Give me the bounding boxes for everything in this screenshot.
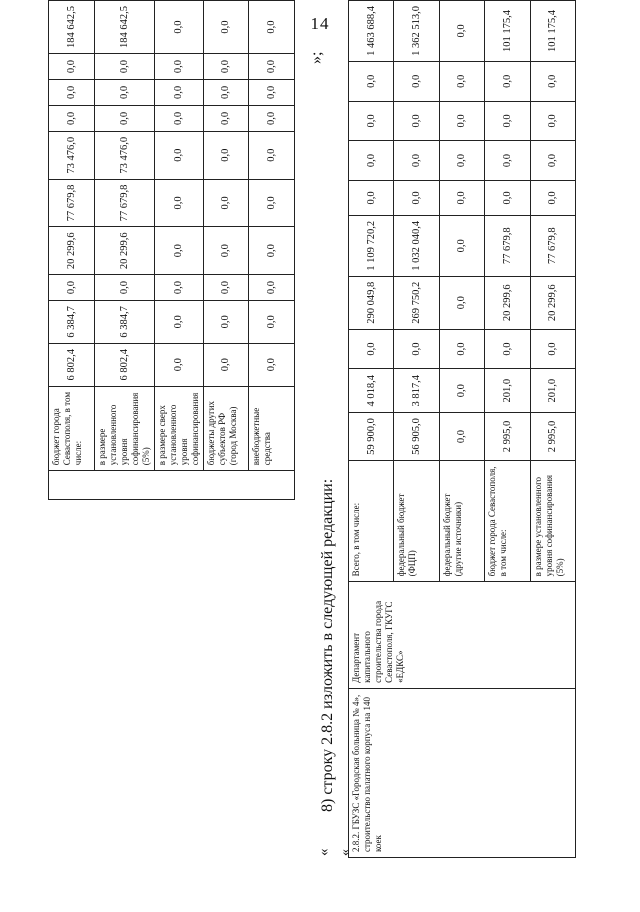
amount-cell: 0,0 xyxy=(249,179,295,227)
funding-source-label: бюджет города Севастополя, в том числе: xyxy=(49,386,95,470)
amount-cell: 0,0 xyxy=(49,275,95,301)
amount-cell: 0,0 xyxy=(530,180,576,215)
amount-cell: 0,0 xyxy=(154,227,203,275)
amount-cell: 101 175,4 xyxy=(530,1,576,62)
amount-cell: 0,0 xyxy=(203,1,249,54)
amount-cell: 0,0 xyxy=(485,180,531,215)
funding-source-label: в размере установленного уровня софинансирования (5%) xyxy=(530,460,576,581)
amount-cell: 0,0 xyxy=(249,227,295,275)
amount-cell: 0,0 xyxy=(154,79,203,105)
table-row xyxy=(203,1,249,500)
amount-cell: 101 175,4 xyxy=(485,1,531,62)
amount-cell: 0,0 xyxy=(439,1,485,62)
empty-merged-cell xyxy=(49,471,295,500)
funding-source-label: в размере сверх установленного уровня софинансирования xyxy=(154,386,203,470)
amount-cell: 73 476,0 xyxy=(94,131,154,179)
amount-cell: 0,0 xyxy=(154,1,203,54)
amount-cell: 0,0 xyxy=(203,131,249,179)
amount-cell: 0,0 xyxy=(203,105,249,131)
amount-cell: 0,0 xyxy=(485,329,531,369)
amount-cell: 2 995,0 xyxy=(530,413,576,461)
amount-cell: 0,0 xyxy=(203,79,249,105)
amount-cell: 1 032 040,4 xyxy=(394,215,440,276)
amount-cell: 184 642,5 xyxy=(94,1,154,54)
amount-cell: 201,0 xyxy=(530,369,576,413)
amount-cell: 0,0 xyxy=(439,180,485,215)
amount-cell: 0,0 xyxy=(485,141,531,181)
amount-cell: 0,0 xyxy=(349,329,394,369)
amount-cell: 201,0 xyxy=(485,369,531,413)
amount-cell: 4 018,4 xyxy=(349,369,394,413)
table-row xyxy=(249,1,295,500)
amount-cell: 0,0 xyxy=(94,54,154,80)
amount-cell: 2 995,0 xyxy=(485,413,531,461)
amount-cell: 0,0 xyxy=(485,101,531,141)
amount-cell: 0,0 xyxy=(439,141,485,181)
amount-cell: 0,0 xyxy=(439,101,485,141)
amount-cell: 20 299,6 xyxy=(485,276,531,329)
amount-cell: 77 679,8 xyxy=(49,179,95,227)
amount-cell: 0,0 xyxy=(249,105,295,131)
table-row xyxy=(49,1,95,500)
amount-cell: 0,0 xyxy=(249,1,295,54)
amount-cell: 0,0 xyxy=(154,54,203,80)
amount-cell: 56 905,0 xyxy=(394,413,440,461)
page-number: 14 xyxy=(310,14,330,33)
amount-cell: 0,0 xyxy=(249,131,295,179)
amount-cell: 20 299,6 xyxy=(49,227,95,275)
amount-cell: 0,0 xyxy=(49,105,95,131)
amendment-instruction: 8) строку 2.8.2 изложить в следующей редакции: xyxy=(319,478,336,812)
budget-table-row-2-8-2 xyxy=(348,0,576,858)
budget-table-continuation xyxy=(48,0,295,500)
table-row xyxy=(154,1,203,500)
amount-cell: 0,0 xyxy=(94,275,154,301)
table-row xyxy=(94,1,154,500)
amount-cell: 0,0 xyxy=(394,61,440,101)
amount-cell: 0,0 xyxy=(485,61,531,101)
amount-cell: 77 679,8 xyxy=(530,215,576,276)
amount-cell: 0,0 xyxy=(349,141,394,181)
amount-cell: 3 817,4 xyxy=(394,369,440,413)
amount-cell: 0,0 xyxy=(349,61,394,101)
amount-cell: 0,0 xyxy=(154,301,203,344)
amount-cell: 0,0 xyxy=(49,54,95,80)
amount-cell: 0,0 xyxy=(249,79,295,105)
amount-cell: 0,0 xyxy=(49,79,95,105)
amount-cell: 0,0 xyxy=(349,101,394,141)
executor-cell: Департамент капитального строительства города Севастополя, ГКУГС «ЕДКС» xyxy=(349,582,576,689)
amount-cell: 0,0 xyxy=(203,275,249,301)
amount-cell: 0,0 xyxy=(439,276,485,329)
amount-cell: 290 049,8 xyxy=(349,276,394,329)
amount-cell: 0,0 xyxy=(439,215,485,276)
funding-source-label: бюджет города Севастополя, в том числе: xyxy=(485,460,531,581)
funding-source-label: внебюджетные средства xyxy=(249,386,295,470)
funding-source-label: бюджеты других субъектов РФ (город Москва) xyxy=(203,386,249,470)
amount-cell: 20 299,6 xyxy=(530,276,576,329)
amount-cell: 0,0 xyxy=(154,275,203,301)
funding-source-label: в размере установленного уровня софинансирования (5%) xyxy=(94,386,154,470)
amount-cell: 0,0 xyxy=(249,275,295,301)
amount-cell: 1 109 720,2 xyxy=(349,215,394,276)
amount-cell: 0,0 xyxy=(394,180,440,215)
amount-cell: 0,0 xyxy=(94,79,154,105)
amount-cell: 0,0 xyxy=(154,105,203,131)
amount-cell: 269 750,2 xyxy=(394,276,440,329)
amount-cell: 0,0 xyxy=(203,343,249,386)
amount-cell: 0,0 xyxy=(249,343,295,386)
table-row xyxy=(349,1,394,858)
amount-cell: 0,0 xyxy=(530,101,576,141)
amount-cell: 6 802,4 xyxy=(94,343,154,386)
amount-cell: 0,0 xyxy=(203,301,249,344)
amount-cell: 1 362 513,0 xyxy=(394,1,440,62)
amount-cell: 0,0 xyxy=(394,101,440,141)
amount-cell: 6 384,7 xyxy=(94,301,154,344)
funding-source-label: федеральный бюджет (ФЦП) xyxy=(394,460,440,581)
amount-cell: 77 679,8 xyxy=(485,215,531,276)
amount-cell: 0,0 xyxy=(203,179,249,227)
amount-cell: 0,0 xyxy=(394,329,440,369)
amount-cell: 0,0 xyxy=(394,141,440,181)
opening-quote: « xyxy=(316,848,332,856)
amount-cell: 59 900,0 xyxy=(349,413,394,461)
amount-cell: 6 384,7 xyxy=(49,301,95,344)
funding-source-label: Всего, в том числе: xyxy=(349,460,394,581)
amount-cell: 0,0 xyxy=(530,61,576,101)
amount-cell: 77 679,8 xyxy=(94,179,154,227)
amount-cell: 0,0 xyxy=(249,301,295,344)
amount-cell: 20 299,6 xyxy=(94,227,154,275)
amount-cell: 184 642,5 xyxy=(49,1,95,54)
amount-cell: 0,0 xyxy=(439,369,485,413)
object-name-cell: 2.8.2. ГБУЗС «Городская больница № 4», строительство палатного корпуса на 140 коек xyxy=(349,688,576,857)
amount-cell: 0,0 xyxy=(203,227,249,275)
amount-cell: 1 463 688,4 xyxy=(349,1,394,62)
amount-cell: 0,0 xyxy=(439,329,485,369)
amount-cell: 0,0 xyxy=(530,329,576,369)
funding-source-label: федеральный бюджет (другие источники) xyxy=(439,460,485,581)
opening-quote-mark: « xyxy=(338,849,353,856)
amount-cell: 0,0 xyxy=(249,54,295,80)
amount-cell: 0,0 xyxy=(349,180,394,215)
amount-cell: 0,0 xyxy=(154,131,203,179)
amount-cell: 0,0 xyxy=(439,61,485,101)
amount-cell: 0,0 xyxy=(94,105,154,131)
amount-cell: 6 802,4 xyxy=(49,343,95,386)
closing-quote: »; xyxy=(308,51,325,64)
amount-cell: 0,0 xyxy=(203,54,249,80)
amount-cell: 0,0 xyxy=(154,343,203,386)
amount-cell: 0,0 xyxy=(439,413,485,461)
amount-cell: 0,0 xyxy=(530,141,576,181)
amount-cell: 73 476,0 xyxy=(49,131,95,179)
amount-cell: 0,0 xyxy=(154,179,203,227)
